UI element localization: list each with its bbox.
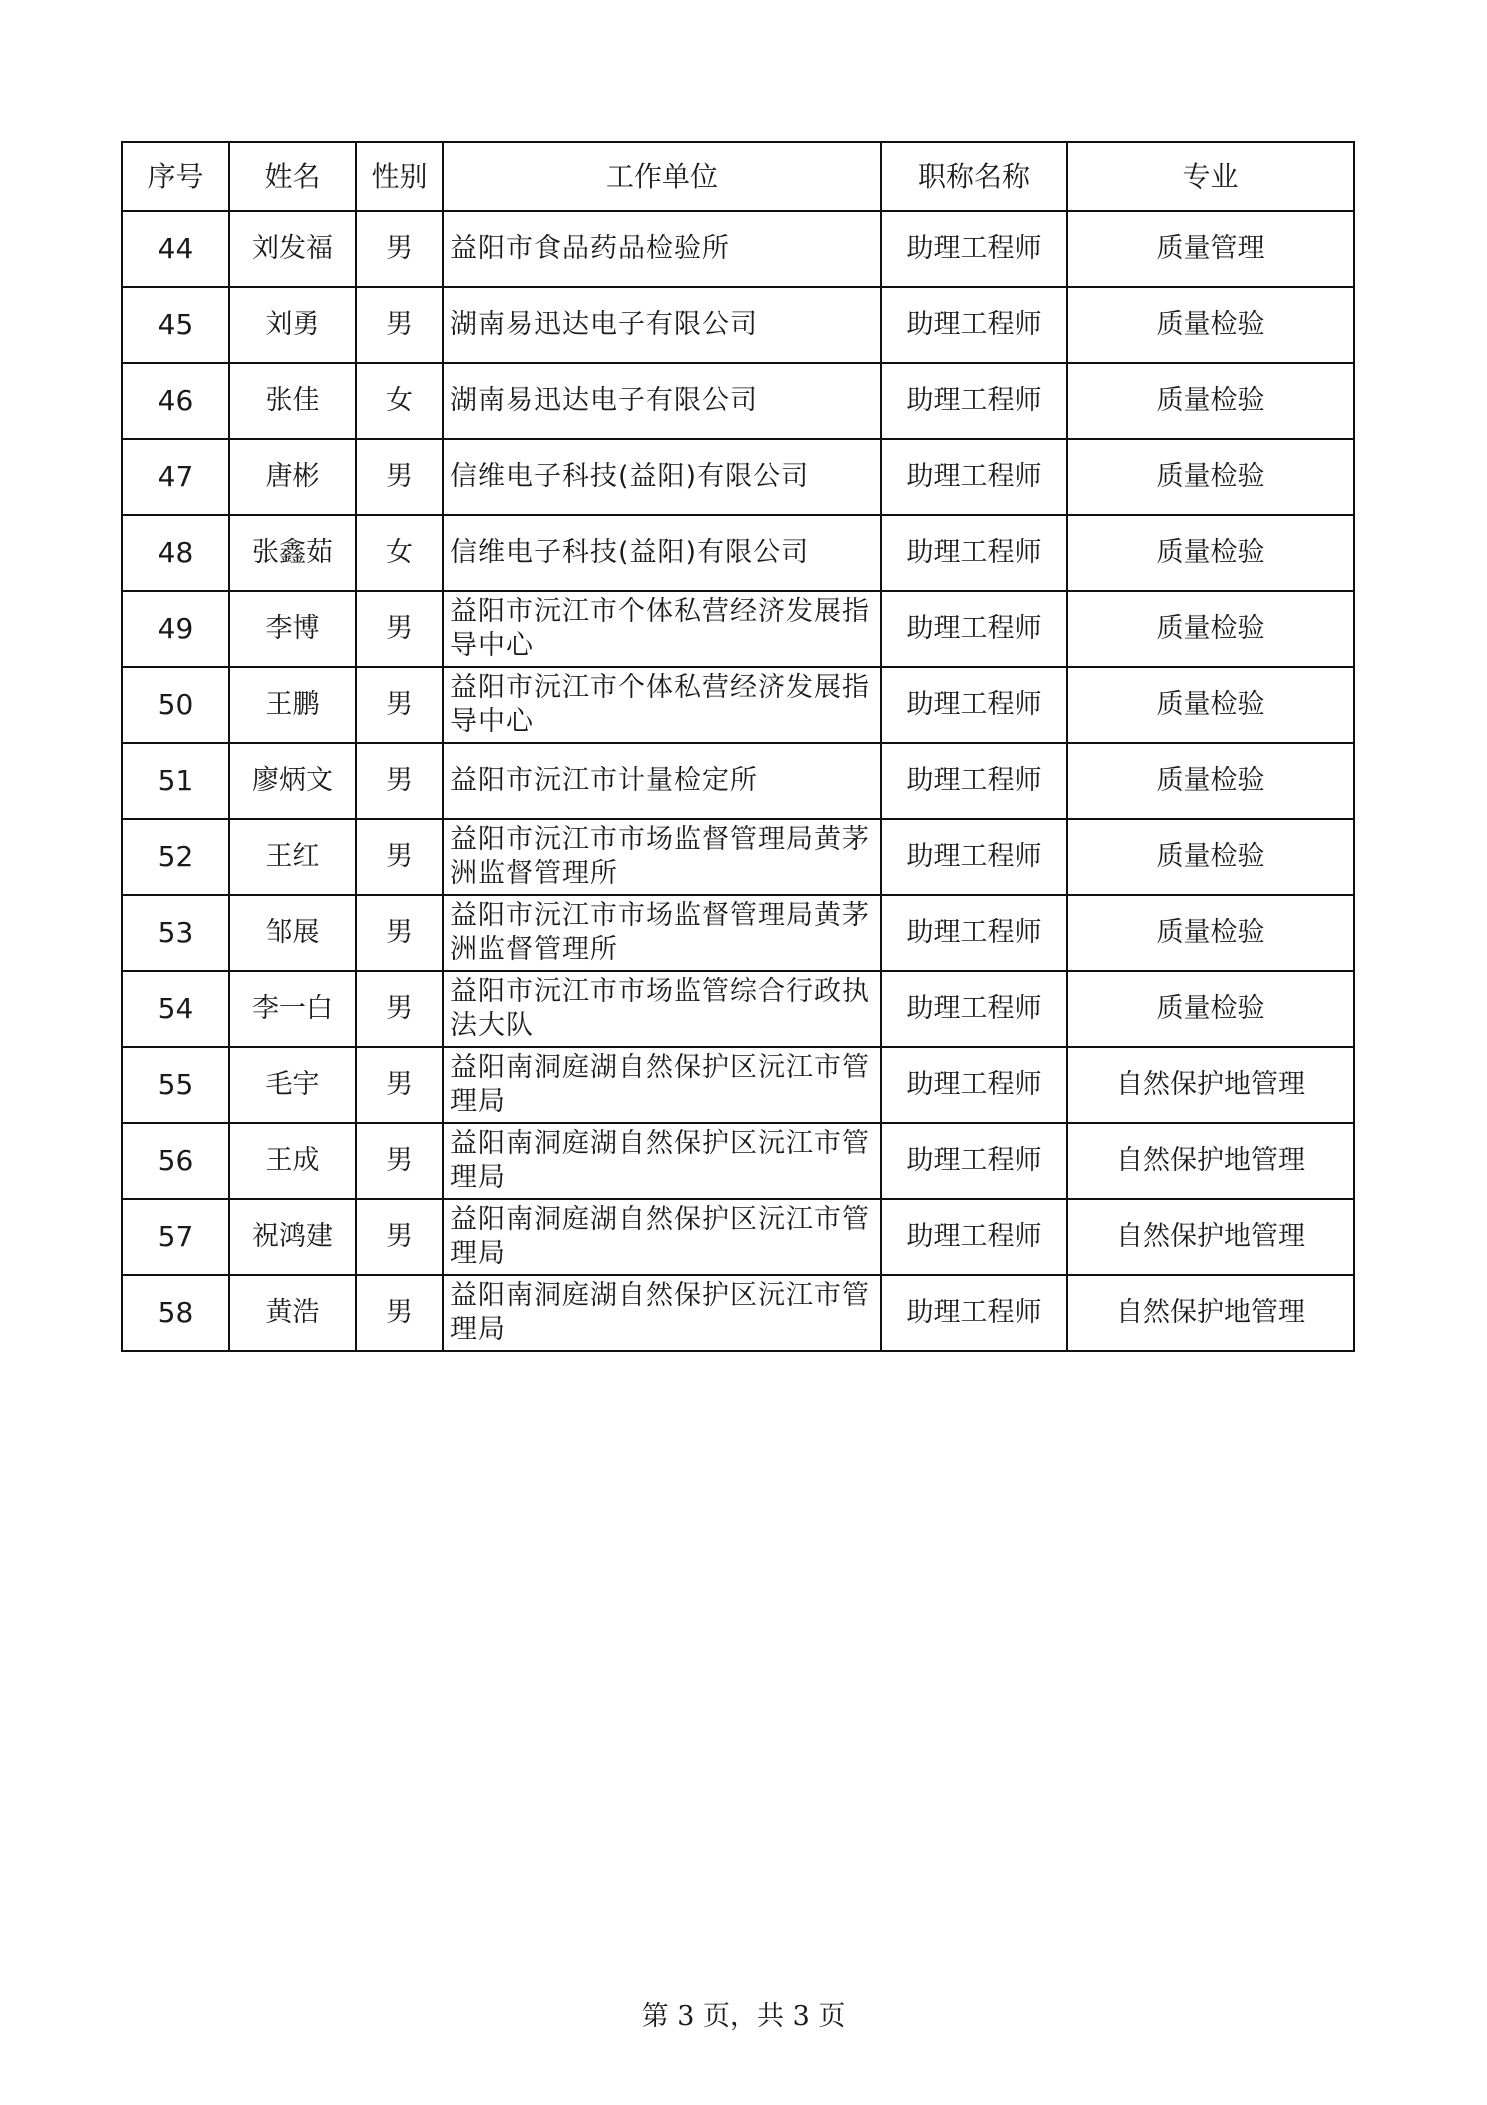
cell-name: 黄浩 xyxy=(229,1275,356,1351)
table-row xyxy=(122,667,1354,743)
cell-name: 王成 xyxy=(229,1123,356,1199)
cell-title: 助理工程师 xyxy=(881,1275,1067,1351)
cell-name: 邹展 xyxy=(229,895,356,971)
cell-gender: 男 xyxy=(356,591,443,667)
roster-table xyxy=(121,141,1355,1352)
cell-title: 助理工程师 xyxy=(881,211,1067,287)
cell-unit: 益阳市沅江市个体私营经济发展指导中心 xyxy=(443,667,881,743)
cell-unit: 益阳南洞庭湖自然保护区沅江市管理局 xyxy=(443,1275,881,1351)
table-row xyxy=(122,1275,1354,1351)
cell-gender: 男 xyxy=(356,211,443,287)
header-gender: 性别 xyxy=(356,142,443,211)
cell-unit: 益阳南洞庭湖自然保护区沅江市管理局 xyxy=(443,1123,881,1199)
cell-no: 47 xyxy=(122,439,229,515)
cell-name: 祝鸿建 xyxy=(229,1199,356,1275)
cell-unit: 益阳市沅江市市场监管综合行政执法大队 xyxy=(443,971,881,1047)
cell-no: 55 xyxy=(122,1047,229,1123)
cell-unit: 益阳市食品药品检验所 xyxy=(443,211,881,287)
cell-gender: 男 xyxy=(356,439,443,515)
cell-major: 质量检验 xyxy=(1067,819,1354,895)
cell-no: 52 xyxy=(122,819,229,895)
cell-no: 50 xyxy=(122,667,229,743)
table-row xyxy=(122,515,1354,591)
cell-name: 李一白 xyxy=(229,971,356,1047)
cell-title: 助理工程师 xyxy=(881,1047,1067,1123)
header-name: 姓名 xyxy=(229,142,356,211)
table-row xyxy=(122,287,1354,363)
cell-unit: 益阳南洞庭湖自然保护区沅江市管理局 xyxy=(443,1047,881,1123)
cell-name: 毛宇 xyxy=(229,1047,356,1123)
cell-title: 助理工程师 xyxy=(881,971,1067,1047)
cell-unit: 益阳南洞庭湖自然保护区沅江市管理局 xyxy=(443,1199,881,1275)
roster-sheet xyxy=(121,141,1353,1352)
cell-major: 自然保护地管理 xyxy=(1067,1275,1354,1351)
cell-name: 廖炳文 xyxy=(229,743,356,819)
cell-gender: 男 xyxy=(356,1123,443,1199)
table-row xyxy=(122,363,1354,439)
cell-title: 助理工程师 xyxy=(881,743,1067,819)
cell-gender: 男 xyxy=(356,971,443,1047)
cell-major: 质量检验 xyxy=(1067,287,1354,363)
table-row xyxy=(122,743,1354,819)
table-row xyxy=(122,591,1354,667)
cell-gender: 男 xyxy=(356,819,443,895)
cell-name: 李博 xyxy=(229,591,356,667)
cell-unit: 湖南易迅达电子有限公司 xyxy=(443,287,881,363)
cell-unit: 益阳市沅江市个体私营经济发展指导中心 xyxy=(443,591,881,667)
cell-gender: 男 xyxy=(356,743,443,819)
cell-major: 质量检验 xyxy=(1067,895,1354,971)
cell-unit: 益阳市沅江市市场监督管理局黄茅洲监督管理所 xyxy=(443,895,881,971)
table-row xyxy=(122,1199,1354,1275)
cell-no: 57 xyxy=(122,1199,229,1275)
cell-no: 58 xyxy=(122,1275,229,1351)
header-major: 专业 xyxy=(1067,142,1354,211)
cell-major: 自然保护地管理 xyxy=(1067,1199,1354,1275)
cell-major: 质量管理 xyxy=(1067,211,1354,287)
cell-no: 44 xyxy=(122,211,229,287)
cell-gender: 男 xyxy=(356,287,443,363)
cell-title: 助理工程师 xyxy=(881,819,1067,895)
table-row xyxy=(122,819,1354,895)
cell-major: 质量检验 xyxy=(1067,363,1354,439)
cell-title: 助理工程师 xyxy=(881,515,1067,591)
cell-major: 质量检验 xyxy=(1067,591,1354,667)
table-row xyxy=(122,439,1354,515)
cell-name: 唐彬 xyxy=(229,439,356,515)
cell-title: 助理工程师 xyxy=(881,363,1067,439)
cell-name: 王鹏 xyxy=(229,667,356,743)
cell-no: 56 xyxy=(122,1123,229,1199)
cell-unit: 湖南易迅达电子有限公司 xyxy=(443,363,881,439)
cell-name: 刘发福 xyxy=(229,211,356,287)
cell-gender: 男 xyxy=(356,1199,443,1275)
cell-no: 48 xyxy=(122,515,229,591)
cell-gender: 男 xyxy=(356,1275,443,1351)
table-header-row xyxy=(122,142,1354,211)
cell-title: 助理工程师 xyxy=(881,1199,1067,1275)
table-body xyxy=(122,211,1354,1351)
cell-no: 49 xyxy=(122,591,229,667)
cell-major: 自然保护地管理 xyxy=(1067,1047,1354,1123)
cell-major: 自然保护地管理 xyxy=(1067,1123,1354,1199)
cell-title: 助理工程师 xyxy=(881,1123,1067,1199)
cell-gender: 男 xyxy=(356,1047,443,1123)
cell-unit: 益阳市沅江市市场监督管理局黄茅洲监督管理所 xyxy=(443,819,881,895)
page-number: 第 3 页，共 3 页 xyxy=(641,2001,846,2032)
cell-gender: 男 xyxy=(356,895,443,971)
cell-gender: 女 xyxy=(356,515,443,591)
header-unit: 工作单位 xyxy=(443,142,881,211)
cell-major: 质量检验 xyxy=(1067,971,1354,1047)
cell-no: 45 xyxy=(122,287,229,363)
cell-title: 助理工程师 xyxy=(881,667,1067,743)
cell-gender: 男 xyxy=(356,667,443,743)
header-no: 序号 xyxy=(122,142,229,211)
cell-unit: 益阳市沅江市计量检定所 xyxy=(443,743,881,819)
header-title: 职称名称 xyxy=(881,142,1067,211)
cell-title: 助理工程师 xyxy=(881,287,1067,363)
cell-major: 质量检验 xyxy=(1067,439,1354,515)
cell-title: 助理工程师 xyxy=(881,591,1067,667)
cell-unit: 信维电子科技(益阳)有限公司 xyxy=(443,439,881,515)
table-row xyxy=(122,1123,1354,1199)
cell-major: 质量检验 xyxy=(1067,515,1354,591)
cell-no: 54 xyxy=(122,971,229,1047)
cell-unit: 信维电子科技(益阳)有限公司 xyxy=(443,515,881,591)
cell-major: 质量检验 xyxy=(1067,743,1354,819)
table-row xyxy=(122,211,1354,287)
table-row xyxy=(122,971,1354,1047)
cell-no: 51 xyxy=(122,743,229,819)
cell-gender: 女 xyxy=(356,363,443,439)
cell-title: 助理工程师 xyxy=(881,895,1067,971)
cell-no: 46 xyxy=(122,363,229,439)
cell-no: 53 xyxy=(122,895,229,971)
cell-name: 王红 xyxy=(229,819,356,895)
cell-name: 刘勇 xyxy=(229,287,356,363)
cell-name: 张鑫茹 xyxy=(229,515,356,591)
table-row xyxy=(122,895,1354,971)
cell-name: 张佳 xyxy=(229,363,356,439)
cell-title: 助理工程师 xyxy=(881,439,1067,515)
cell-major: 质量检验 xyxy=(1067,667,1354,743)
table-row xyxy=(122,1047,1354,1123)
